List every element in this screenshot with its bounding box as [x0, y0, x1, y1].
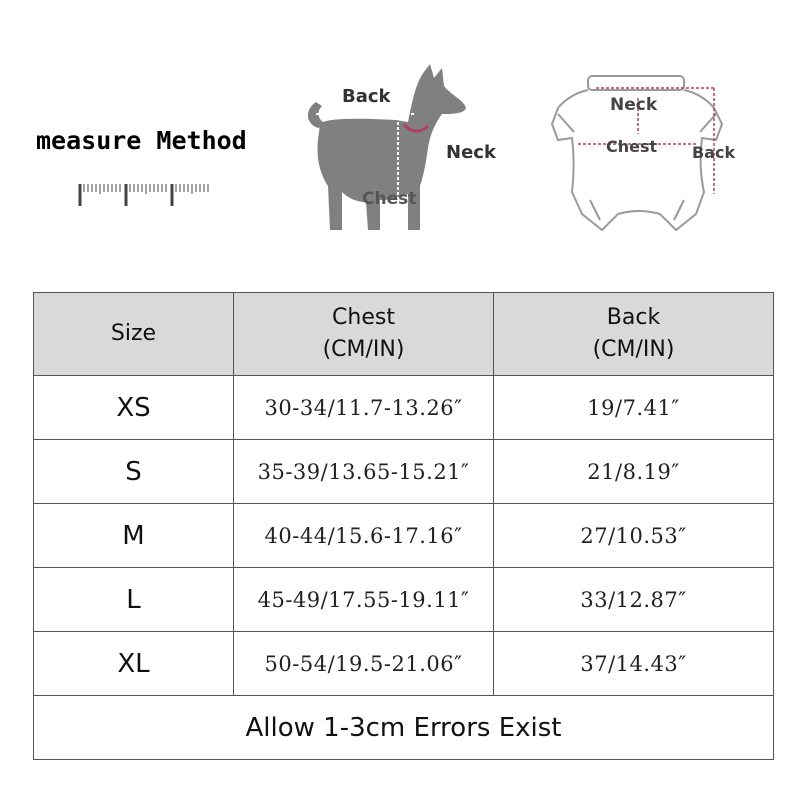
- header-back-title: Back: [606, 305, 661, 330]
- table-row: [34, 632, 774, 696]
- table-note-row: [34, 696, 774, 760]
- dog-shirt-icon: [548, 74, 748, 234]
- dog-back-label: Back: [342, 86, 391, 107]
- header-back: [494, 293, 774, 376]
- chest-cell: 45-49/17.55-19.11″: [234, 568, 494, 632]
- header-back-unit: (CM/IN): [592, 337, 675, 362]
- dog-neck-label: Neck: [446, 142, 496, 163]
- back-cell: 19/7.41″: [494, 376, 774, 440]
- chest-cell: 50-54/19.5-21.06″: [234, 632, 494, 696]
- table-row: [34, 440, 774, 504]
- back-cell: 27/10.53″: [494, 504, 774, 568]
- back-cell: 21/8.19″: [494, 440, 774, 504]
- size-chart-table: [33, 292, 774, 760]
- dog-chest-label: Chest: [362, 189, 417, 209]
- header-chest: [234, 293, 494, 376]
- dog-silhouette-icon: [296, 62, 506, 242]
- table-header-row: [34, 293, 774, 376]
- size-cell: M: [34, 504, 234, 568]
- chest-cell: 30-34/11.7-13.26″: [234, 376, 494, 440]
- size-cell: S: [34, 440, 234, 504]
- size-cell: XS: [34, 376, 234, 440]
- chest-cell: 40-44/15.6-17.16″: [234, 504, 494, 568]
- size-cell: XL: [34, 632, 234, 696]
- chest-cell: 35-39/13.65-15.21″: [234, 440, 494, 504]
- shirt-neck-label: Neck: [610, 95, 658, 115]
- ruler-icon: [78, 180, 214, 210]
- shirt-back-label: Back: [692, 143, 736, 162]
- table-row: [34, 376, 774, 440]
- tolerance-note: Allow 1-3cm Errors Exist: [34, 696, 774, 760]
- header-size: Size: [34, 293, 234, 376]
- back-cell: 37/14.43″: [494, 632, 774, 696]
- size-cell: L: [34, 568, 234, 632]
- shirt-chest-label: Chest: [606, 137, 658, 156]
- measure-method-title: measure Method: [36, 126, 247, 155]
- header-chest-unit: (CM/IN): [322, 337, 405, 362]
- back-cell: 33/12.87″: [494, 568, 774, 632]
- table-row: [34, 504, 774, 568]
- table-row: [34, 568, 774, 632]
- header-chest-title: Chest: [332, 305, 395, 330]
